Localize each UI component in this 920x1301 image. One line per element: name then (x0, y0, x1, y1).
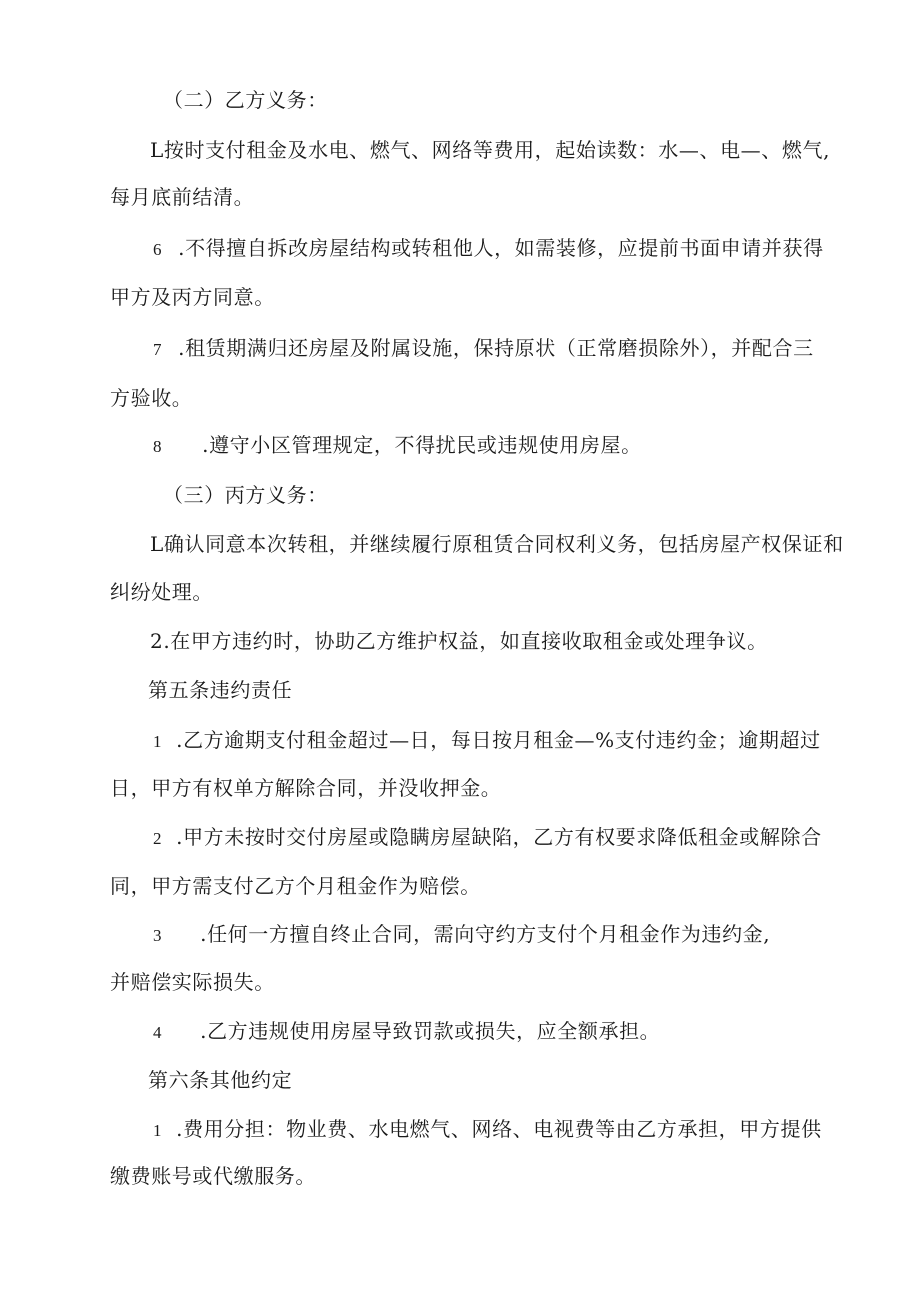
item-number: 7 (153, 340, 163, 359)
item-number: 1 (153, 1121, 163, 1140)
item-number: 3 (153, 926, 163, 945)
paragraph-b1-line1: L按时支付租金及水电、燃气、网络等费用，起始读数：水—、电—、燃气, (150, 138, 831, 162)
section-heading-party-b: （二）乙方义务： (163, 88, 328, 112)
paragraph-c1-line1: L确认同意本次转租，并继续履行原租赁合同权利义务，包括房屋产权保证和 (150, 532, 844, 556)
paragraph-b6-line2: 甲方及丙方同意。 (110, 285, 275, 309)
article-heading-other-agreements: 第六条其他约定 (148, 1068, 293, 1092)
item-number: 2 (153, 829, 163, 848)
paragraph-a5-1-line1 (153, 726, 821, 756)
paragraph-a5-3-line2: 并赔偿实际损失。 (110, 970, 275, 994)
paragraph-b7-line2: 方验收。 (110, 386, 193, 410)
section-heading-party-c: （三）丙方义务： (163, 483, 328, 507)
paragraph-a5-2-line1 (153, 823, 822, 853)
paragraph-text: .乙方违规使用房屋导致罚款或损失，应全额承担。 (200, 1019, 661, 1043)
paragraph-a6-1-line1 (153, 1115, 822, 1145)
paragraph-text: .乙方逾期支付租金超过—日，每日按月租金—%支付违约金；逾期超过 (176, 728, 821, 752)
paragraph-b1-line2: 每月底前结清。 (110, 185, 255, 209)
item-number: 4 (153, 1023, 163, 1042)
paragraph-text: .任何一方擅自终止合同，需向守约方支付个月租金作为违约金, (200, 922, 771, 946)
item-number: 1 (153, 732, 163, 751)
paragraph-c2-line1: 2.在甲方违约时，协助乙方维护权益，如直接收取租金或处理争议。 (150, 629, 768, 653)
item-number: 8 (153, 437, 163, 456)
item-number: 6 (153, 240, 163, 259)
paragraph-text: .费用分担：物业费、水电燃气、网络、电视费等由乙方承担，甲方提供 (176, 1117, 822, 1141)
paragraph-text: .租赁期满归还房屋及附属设施，保持原状（正常磨损除外），并配合三 (178, 336, 814, 360)
paragraph-a6-1-line2: 缴费账号或代缴服务。 (110, 1164, 316, 1188)
paragraph-a5-3-line1 (153, 920, 770, 950)
paragraph-text: .不得擅自拆改房屋结构或转租他人，如需装修，应提前书面申请并获得 (178, 236, 824, 260)
paragraph-a5-2-line2: 同，甲方需支付乙方个月租金作为赔偿。 (110, 874, 481, 898)
paragraph-b6-line1 (153, 234, 824, 264)
paragraph-text: .甲方未按时交付房屋或隐瞒房屋缺陷，乙方有权要求降低租金或解除合 (176, 825, 822, 849)
article-heading-breach-liability: 第五条违约责任 (148, 678, 293, 702)
paragraph-b8-line1 (153, 431, 642, 461)
paragraph-text: .遵守小区管理规定，不得扰民或违规使用房屋。 (202, 433, 642, 457)
paragraph-c1-line2: 纠纷处理。 (110, 580, 213, 604)
paragraph-a5-1-line2: 日，甲方有权单方解除合同，并没收押金。 (110, 776, 502, 800)
paragraph-b7-line1 (153, 334, 814, 364)
paragraph-a5-4-line1 (153, 1017, 660, 1047)
